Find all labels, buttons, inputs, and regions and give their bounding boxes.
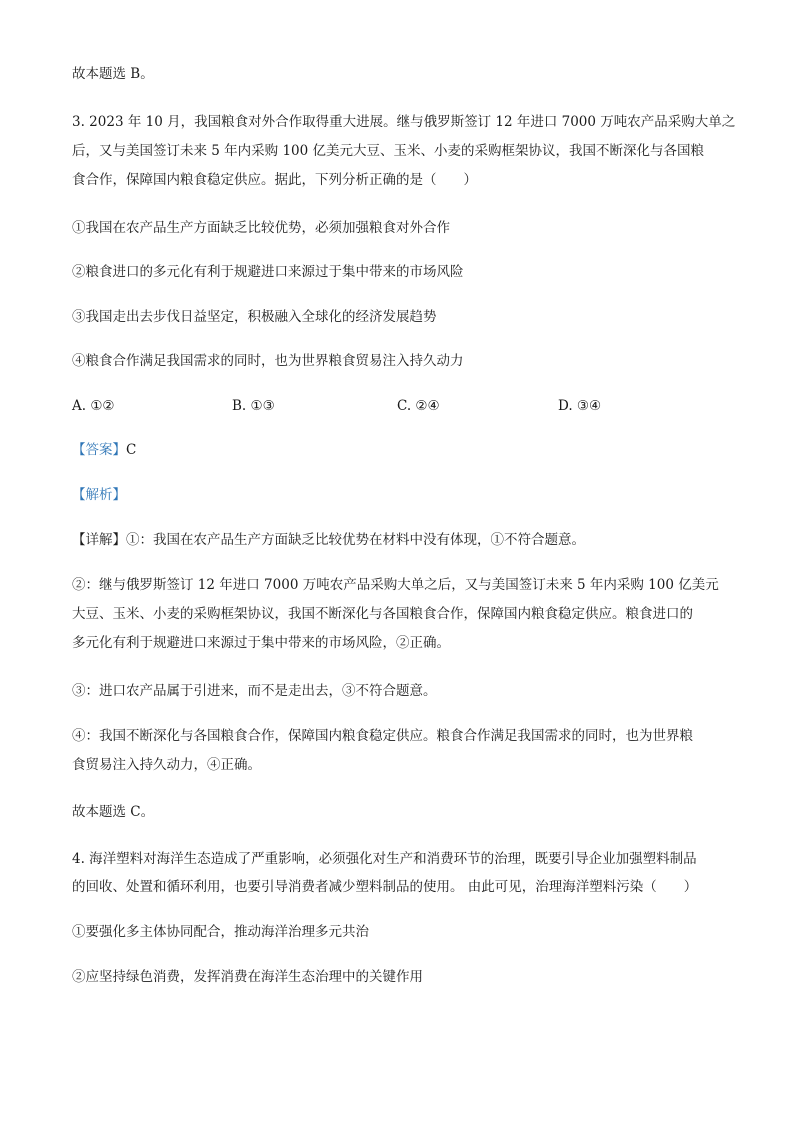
q3-conclusion: 故本题选 C。 <box>72 804 155 820</box>
q3-statement-3: ③我国走出去步伐日益坚定，积极融入全球化的经济发展趋势 <box>72 309 437 325</box>
q3-statement-2: ②粮食进口的多元化有利于规避进口来源过于集中带来的市场风险 <box>72 264 464 280</box>
detail-tag: 【详解】 <box>72 532 126 548</box>
analysis-tag: 【解析】 <box>72 487 126 503</box>
q3-statement-4: ④粮食合作满足我国需求的同时，也为世界粮食贸易注入持久动力 <box>72 353 464 369</box>
q3-detail-2-line-1: ②：继与俄罗斯签订 12 年进口 7000 万吨农产品采购大单之后，又与美国签订未来 5 年内采购 100 亿美元 <box>72 577 719 593</box>
previous-conclusion: 故本题选 B。 <box>72 66 154 82</box>
q3-detail-4-line-1: ④：我国不断深化与各国粮食合作，保障国内粮食稳定供应。粮食合作满足我国需求的同时，也为世界粮 <box>72 728 693 744</box>
q4-stem-line-2: 的回收、处置和循环利用，也要引导消费者减少塑料制品的使用。 由此可见，治理海洋塑料污染（ ） <box>72 879 698 895</box>
detail-1-text: ①：我国在农产品生产方面缺乏比较优势在材料中没有体现，①不符合题意。 <box>126 532 585 548</box>
answer-value: C <box>126 442 137 458</box>
q3-detail-2-line-2: 大豆、玉米、小麦的采购框架协议，我国不断深化与各国粮食合作，保障国内粮食稳定供应。粮食进口的 <box>72 606 693 622</box>
q4-statement-2: ②应坚持绿色消费，发挥消费在海洋生态治理中的关键作用 <box>72 969 423 985</box>
q3-detail-3: ③：进口农产品属于引进来，而不是走出去，③不符合题意。 <box>72 683 437 699</box>
q3-stem-line-2: 后，又与美国签订未来 5 年内采购 100 亿美元大豆、玉米、小麦的采购框架协议，我国不断深化与各国粮 <box>72 143 705 159</box>
q3-option-b: B. ①③ <box>232 398 275 414</box>
q3-option-c: C. ②④ <box>397 398 440 414</box>
q4-stem-line-1: 4. 海洋塑料对海洋生态造成了严重影响，必须强化对生产和消费环节的治理，既要引导企业加强塑料制品 <box>72 851 697 867</box>
q3-stem-line-3: 食合作，保障国内粮食稳定供应。据此，下列分析正确的是（ ） <box>72 172 477 188</box>
q3-option-d: D. ③④ <box>558 398 602 414</box>
q3-stem-line-1: 3. 2023 年 10 月，我国粮食对外合作取得重大进展。继与俄罗斯签订 12 年进口 7000 万吨农产品采购大单之 <box>72 114 736 130</box>
q3-statement-1: ①我国在农产品生产方面缺乏比较优势，必须加强粮食对外合作 <box>72 220 450 236</box>
q3-answer <box>72 439 136 461</box>
q3-detail-1 <box>72 529 585 551</box>
q3-analysis <box>72 484 126 506</box>
q3-option-a: A. ①② <box>72 398 115 414</box>
q4-statement-1: ①要强化多主体协同配合，推动海洋治理多元共治 <box>72 924 369 940</box>
answer-tag: 【答案】 <box>72 442 126 458</box>
q3-detail-4-line-2: 食贸易注入持久动力，④正确。 <box>72 757 261 773</box>
q3-detail-2-line-3: 多元化有利于规避进口来源过于集中带来的市场风险，②正确。 <box>72 635 450 651</box>
